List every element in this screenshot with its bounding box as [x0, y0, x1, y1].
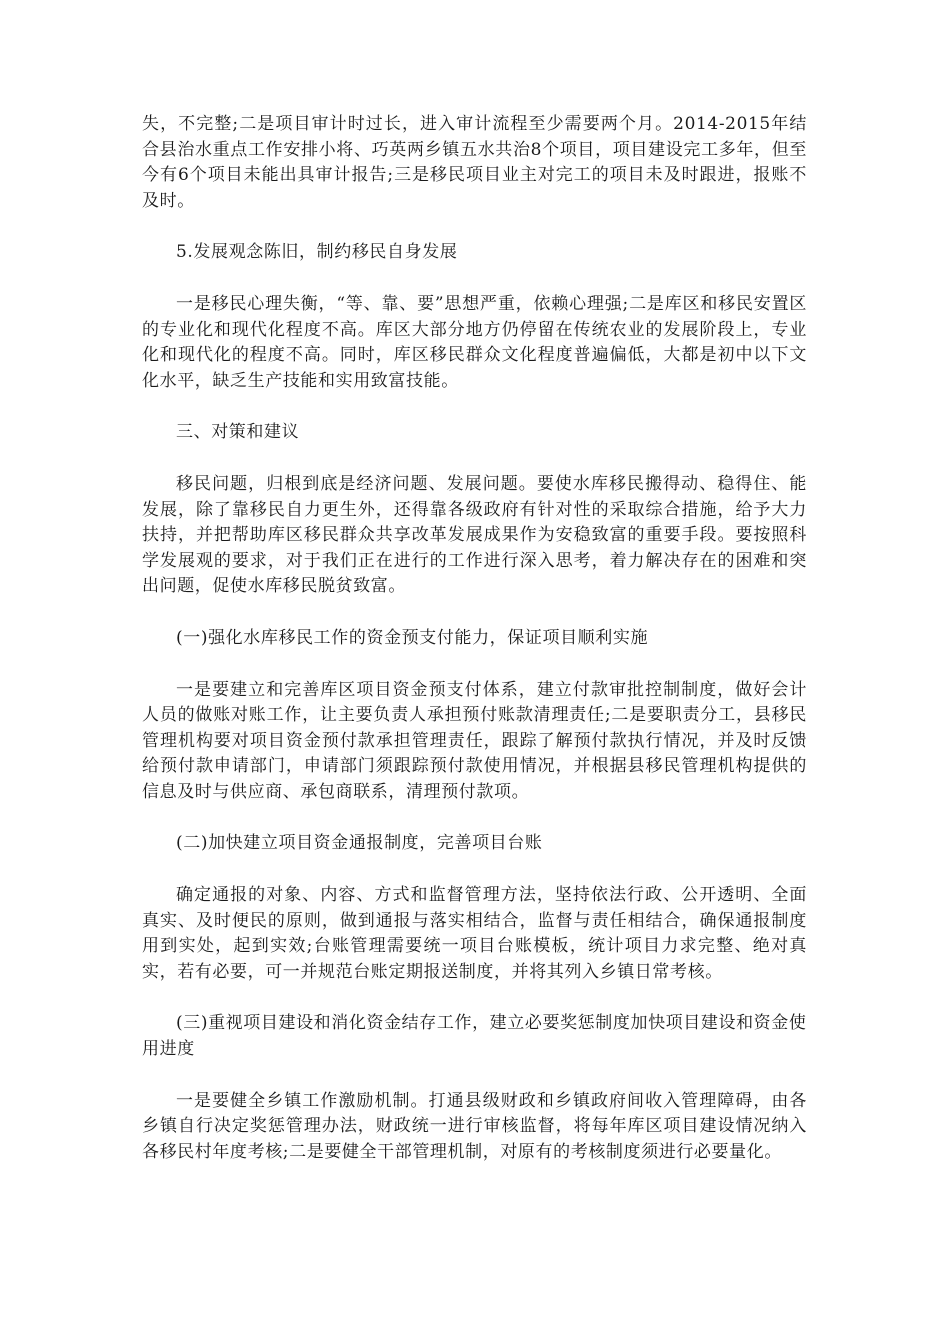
heading-development-concept: 5.发展观念陈旧，制约移民自身发展: [176, 242, 458, 263]
heading-fund-reporting: (二)加快建立项目资金通报制度，完善项目台账: [176, 833, 543, 854]
heading-prepayment-capacity: (一)强化水库移民工作的资金预支付能力，保证项目顺利实施: [176, 627, 649, 648]
paragraph-reporting-ledger: 确定通报的对象、内容、方式和监督管理方法，坚持依法行政、公开透明、全面真实、及时便民的原则，做到通报与落实相结合，监督与责任相结合，确保通报制度用到实处，起到实效;台账管理需要统一项目台账模板，统计项目力求完整、绝对真实，若有必要，可一并规范台账定期报送制度，并将其列入乡镇日常考核。: [142, 885, 807, 982]
heading-countermeasures: 三、对策和建议: [176, 422, 300, 443]
heading-project-construction: (三)重视项目建设和消化资金结存工作，建立必要奖惩制度加快项目建设和资金使用进度: [142, 1013, 807, 1060]
paragraph-incentive-mechanism: 一是要健全乡镇工作激励机制。打通县级财政和乡镇政府间收入管理障碍，由各乡镇自行决定奖惩管理办法，财政统一进行审核监督，将每年库区项目建设情况纳入各移民村年度考核;二是要健全干部管理机制，对原有的考核制度须进行必要量化。: [142, 1090, 807, 1162]
document-page: [142, 112, 807, 1191]
paragraph-prepayment-system: 一是要建立和完善库区项目资金预支付体系，建立付款审批控制制度，做好会计人员的做账对账工作，让主要负责人承担预付账款清理责任;二是要职责分工，县移民管理机构要对项目资金预付款承担管理责任，跟踪了解预付款执行情况，并及时反馈给预付款申请部门，申请部门须跟踪预付款使用情况，并根据县移民管理机构提供的信息及时与供应商、承包商联系，清理预付款项。: [142, 679, 807, 802]
paragraph-migrant-mindset: 一是移民心理失衡，“等、靠、要”思想严重，依赖心理强;二是库区和移民安置区的专业化和现代化程度不高。库区大部分地方仍停留在传统农业的发展阶段上，专业化和现代化的程度不高。同时，库区移民群众文化程度普遍偏低，大都是初中以下文化水平，缺乏生产技能和实用致富技能。: [142, 293, 807, 391]
paragraph-audit-issues: 失，不完整;二是项目审计时过长，进入审计流程至少需要两个月。2014-2015年结合县治水重点工作安排小将、巧英两乡镇五水共治8个项目，项目建设完工多年，但至今有6个项目未能出具审计报告;三是移民项目业主对完工的项目未及时跟进，报账不及时。: [142, 114, 807, 211]
paragraph-migration-economics: 移民问题，归根到底是经济问题、发展问题。要使水库移民搬得动、稳得住、能发展，除了靠移民自力更生外，还得靠各级政府有针对性的采取综合措施，给予大力扶持，并把帮助库区移民群众共享改革发展成果作为安稳致富的重要手段。要按照科学发展观的要求，对于我们正在进行的工作进行深入思考，着力解决存在的困难和突出问题，促使水库移民脱贫致富。: [142, 473, 807, 597]
